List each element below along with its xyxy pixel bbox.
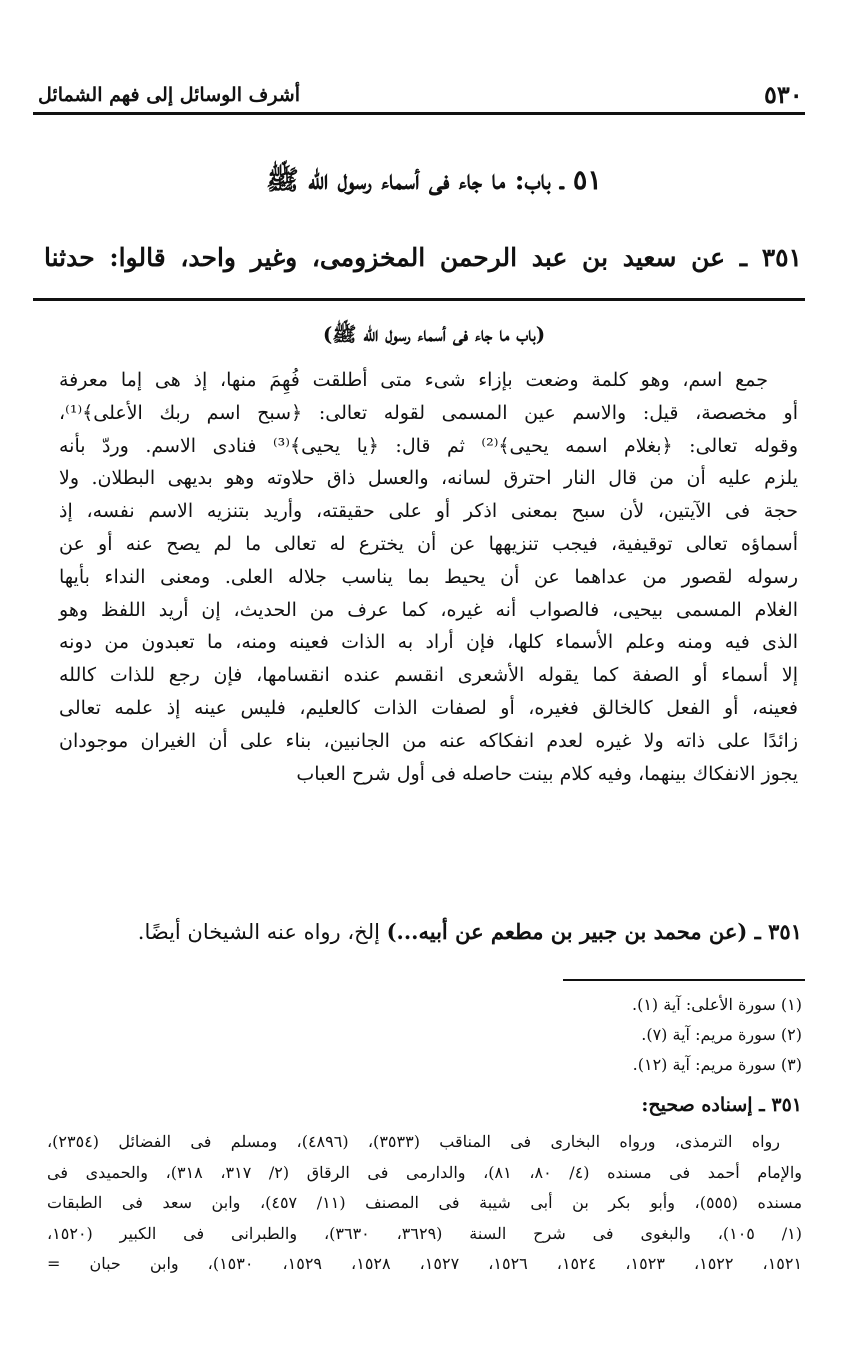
- reference-line: رواه الترمذى، ورواه البخارى فى المناقب (٣٥٣٣)، (٤٨٩٦)، ومسلم فى الفضائل (٢٣٥٤)،: [47, 1132, 781, 1151]
- footnote: (٣) سورة مريم: آية (١٢).: [632, 1055, 802, 1074]
- commentary-line: وقوله تعالى: ﴿بغلام اسمه يحيى﴾⁽²⁾ ثم قال: ﴿يا يحيى﴾⁽³⁾ فنادى الاسم. وردّ بأنه: [59, 434, 798, 457]
- hadith-text: ٣٥١ ـ عن سعيد بن عبد الرحمن المخزومى، وغير واحد، قالوا: حدثنا: [44, 243, 802, 272]
- running-header-title: أشرف الوسائل إلى فهم الشمائل: [38, 84, 300, 106]
- commentary-line: أسماؤه تعالى توقيفية، فيجب تنزيهها عن أن يخترع له تعالى ما لم يصح عنه أو عن: [59, 532, 798, 555]
- reference-line: مسنده (٥٥٥)، وأبو بكر بن أبى شيبة فى المصنف (١١/ ٤٥٧)، وابن سعد فى الطبقات: [47, 1193, 803, 1212]
- reference-line: (١/ ١٠٥)، والبغوى فى شرح السنة (٣٦٢٩، ٣٦٣٠)، والطبرانى فى الكبير (١٥٢٠،: [47, 1223, 802, 1243]
- footnote-rule: [563, 979, 805, 981]
- commentary-line: يلزم عليه أن من قال النار احترق لسانه، والعسل ذاق حلاوته وهو بديهى البطلان. ولا: [59, 467, 798, 490]
- note-351-bold: ٣٥١ ـ (عن محمد بن جبير بن مطعم عن أبيه...): [386, 919, 802, 944]
- commentary-line: إلا أسماء أو الصفة كما يقوله الأشعرى انقسم عنده انقسامها، فإن رجع للذات كالله: [59, 664, 798, 687]
- commentary-line: الذى فيه ومنه وعلم الأسماء كلها، فإن أراد به الذات فعينه ومنه، ما تعبدون من دونه: [59, 631, 798, 654]
- commentary-line: زائدًا على ذاته ولا غيره لعدم انفكاكه عنه من الجانبين، بناء على أن الغيران موجودان: [59, 729, 798, 752]
- commentary-line: يجوز الانفكاك بينهما، وفيه كلام بينت حاصله فى أول شرح العباب: [296, 762, 798, 785]
- commentary-note-351: [59, 919, 802, 944]
- main-text-rule: [33, 298, 805, 301]
- commentary-heading: (باب ما جاء فى أسماء رسول الله ﷺ): [322, 322, 546, 346]
- reference-line: ١٥٢١، ١٥٢٢، ١٥٢٣، ١٥٢٤، ١٥٢٦، ١٥٢٧، ١٥٢٨، ١٥٢٩، ١٥٣٠)، وابن حبان =: [47, 1254, 803, 1273]
- commentary-line: الغلام المسمى بيحيى، فالصواب أنه غيره، كما عرف من الحديث، إن أريد اللفظ وهو: [59, 598, 798, 621]
- commentary-line: حجة فى الآيتين، لأن سبح بمعنى اذكر أو على حقيقته، وأريد بتنزيه الاسم نفسه، إذ: [59, 500, 798, 523]
- footnotes: [632, 990, 802, 1080]
- commentary-line: أو مخصصة، قيل: والاسم عين المسمى لقوله تعالى: ﴿سبح اسم ربك الأعلى﴾⁽¹⁾،: [59, 401, 798, 424]
- commentary-line: جمع اسم، وهو كلمة وضعت بإزاء شىء متى أطلقت فُهِمَ منها، إذ هى إما معرفة: [59, 369, 768, 391]
- isnad-heading: ٣٥١ ـ إسناده صحيح:: [641, 1094, 802, 1116]
- isnad-references: [47, 1127, 802, 1280]
- footnote: (١) سورة الأعلى: آية (١).: [632, 995, 802, 1014]
- page-number: ٥٣٠: [764, 80, 803, 109]
- footnote: (٢) سورة مريم: آية (٧).: [641, 1025, 802, 1044]
- chapter-title: ٥١ ـ باب: ما جاء فى أسماء رسول الله ﷺ: [266, 165, 602, 196]
- commentary-body: [59, 364, 798, 790]
- header-rule: [33, 112, 805, 115]
- reference-line: والإمام أحمد فى مسنده (٤/ ٨٠، ٨١)، والدارمى فى الرقاق (٢/ ٣١٧، ٣١٨)، والحميدى فى: [47, 1162, 802, 1182]
- commentary-line: رسوله لقصور من عداهما عن أن يحيط بما يناسب جلاله العلى. ومعنى النداء بأيها: [59, 565, 798, 588]
- commentary-line: فعينه، أو الفعل كالخالق فغيره، أو لصفات الذات كالعليم، فليس عينه إذ علمه تعالى: [59, 696, 798, 719]
- note-351-rest: إلخ، رواه عنه الشيخان أيضًا.: [137, 920, 387, 944]
